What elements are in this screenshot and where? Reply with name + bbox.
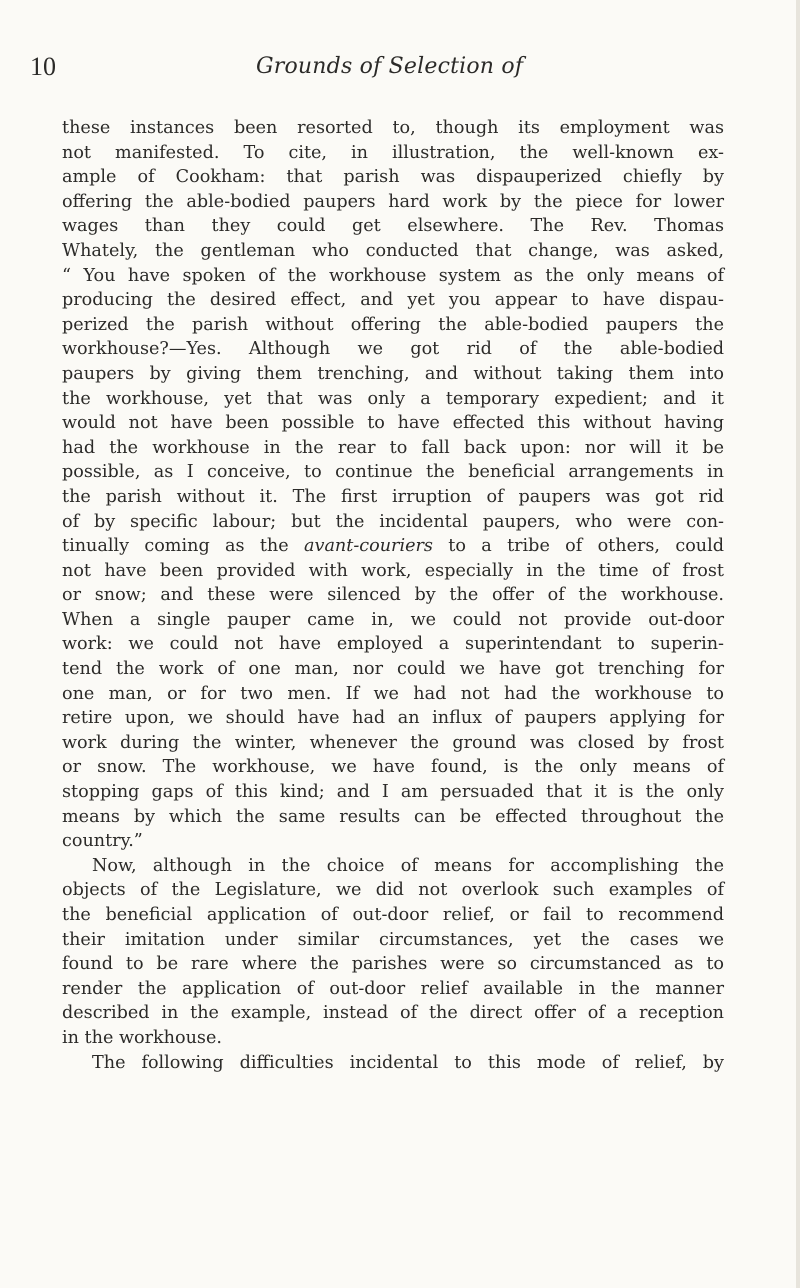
- text-line: “ You have spoken of the workhouse system as the only means of: [62, 265, 724, 286]
- text-line: retire upon, we should have had an influx of paupers applying for: [62, 708, 724, 729]
- text-line: render the application of out-door relief available in the manner: [62, 978, 724, 999]
- italic-term: avant-couriers: [304, 536, 433, 557]
- text-line: one man, or for two men. If we had not had the workhouse to: [62, 683, 724, 704]
- text-line: paupers by giving them trenching, and without taking them into: [62, 363, 724, 384]
- text-line: When a single pauper came in, we could not provide out-door: [62, 609, 724, 630]
- text-line: their imitation under similar circumstances, yet the cases we: [62, 929, 724, 950]
- text-line: the workhouse, yet that was only a temporary expedient; and it: [62, 388, 724, 409]
- paragraph-start-line: Now, although in the choice of means for accomplishing the: [92, 855, 724, 876]
- text-line: wages than they could get elsewhere. The Rev. Thomas: [62, 216, 724, 237]
- text-line: found to be rare where the parishes were so circumstanced as to: [62, 954, 724, 975]
- text-line: tend the work of one man, nor could we have got trenching for: [62, 659, 724, 680]
- text-line: had the workhouse in the rear to fall back upon: nor will it be: [62, 437, 724, 458]
- text-line: possible, as I conceive, to continue the beneficial arrangements in: [62, 462, 724, 483]
- text-line: not manifested. To cite, in illustration, the well-known ex-: [62, 142, 724, 163]
- text-line: stopping gaps of this kind; and I am persuaded that it is the only: [62, 782, 724, 803]
- text-line: producing the desired effect, and yet you appear to have dispau-: [62, 290, 724, 311]
- text-line: objects of the Legislature, we did not overlook such examples of: [62, 880, 724, 901]
- line-start: tinually coming as the: [62, 536, 289, 557]
- text-line: described in the example, instead of the direct offer of a reception: [62, 1003, 724, 1024]
- text-line: offering the able-bodied paupers hard work by the piece for lower: [62, 191, 724, 212]
- text-line: in the workhouse.: [62, 1027, 222, 1048]
- page-edge-shadow: [796, 0, 800, 1288]
- text-line: would not have been possible to have effected this without having: [62, 413, 724, 434]
- text-line: the beneficial application of out-door relief, or fail to recommend: [62, 905, 724, 925]
- text-line: ample of Cookham: that parish was dispauperized chiefly by: [62, 167, 724, 188]
- page-number: 10: [30, 52, 56, 81]
- text-line: or snow. The workhouse, we have found, is the only means of: [62, 757, 724, 778]
- text-line: workhouse?—Yes. Although we got rid of the able-bodied: [62, 339, 724, 360]
- text-line-with-italic: [62, 534, 724, 559]
- text-line: or snow; and these were silenced by the offer of the workhouse.: [62, 585, 724, 606]
- text-line: Whately, the gentleman who conducted that change, was asked,: [62, 240, 724, 261]
- text-line: work: we could not have employed a superintendant to superin-: [62, 634, 724, 655]
- paragraph-start-line: The following difficulties incidental to this mode of relief, by: [92, 1052, 724, 1073]
- text-line: means by which the same results can be effected throughout the: [62, 806, 724, 827]
- text-line: the parish without it. The first irruption of paupers was got rid: [62, 486, 724, 507]
- line-end: to a tribe of others, could: [448, 536, 725, 557]
- page-header: [0, 52, 800, 92]
- text-line: work during the winter, whenever the ground was closed by frost: [62, 732, 724, 753]
- text-line: not have been provided with work, especially in the time of frost: [62, 560, 724, 581]
- text-line: of by specific labour; but the incidental paupers, who were con-: [62, 511, 724, 532]
- body-text: [62, 116, 724, 1075]
- text-line: perized the parish without offering the able-bodied paupers the: [62, 314, 724, 335]
- text-line: these instances been resorted to, though its employment was: [62, 118, 724, 138]
- text-line: country.”: [62, 831, 143, 852]
- running-title: Grounds of Selection of: [256, 54, 524, 79]
